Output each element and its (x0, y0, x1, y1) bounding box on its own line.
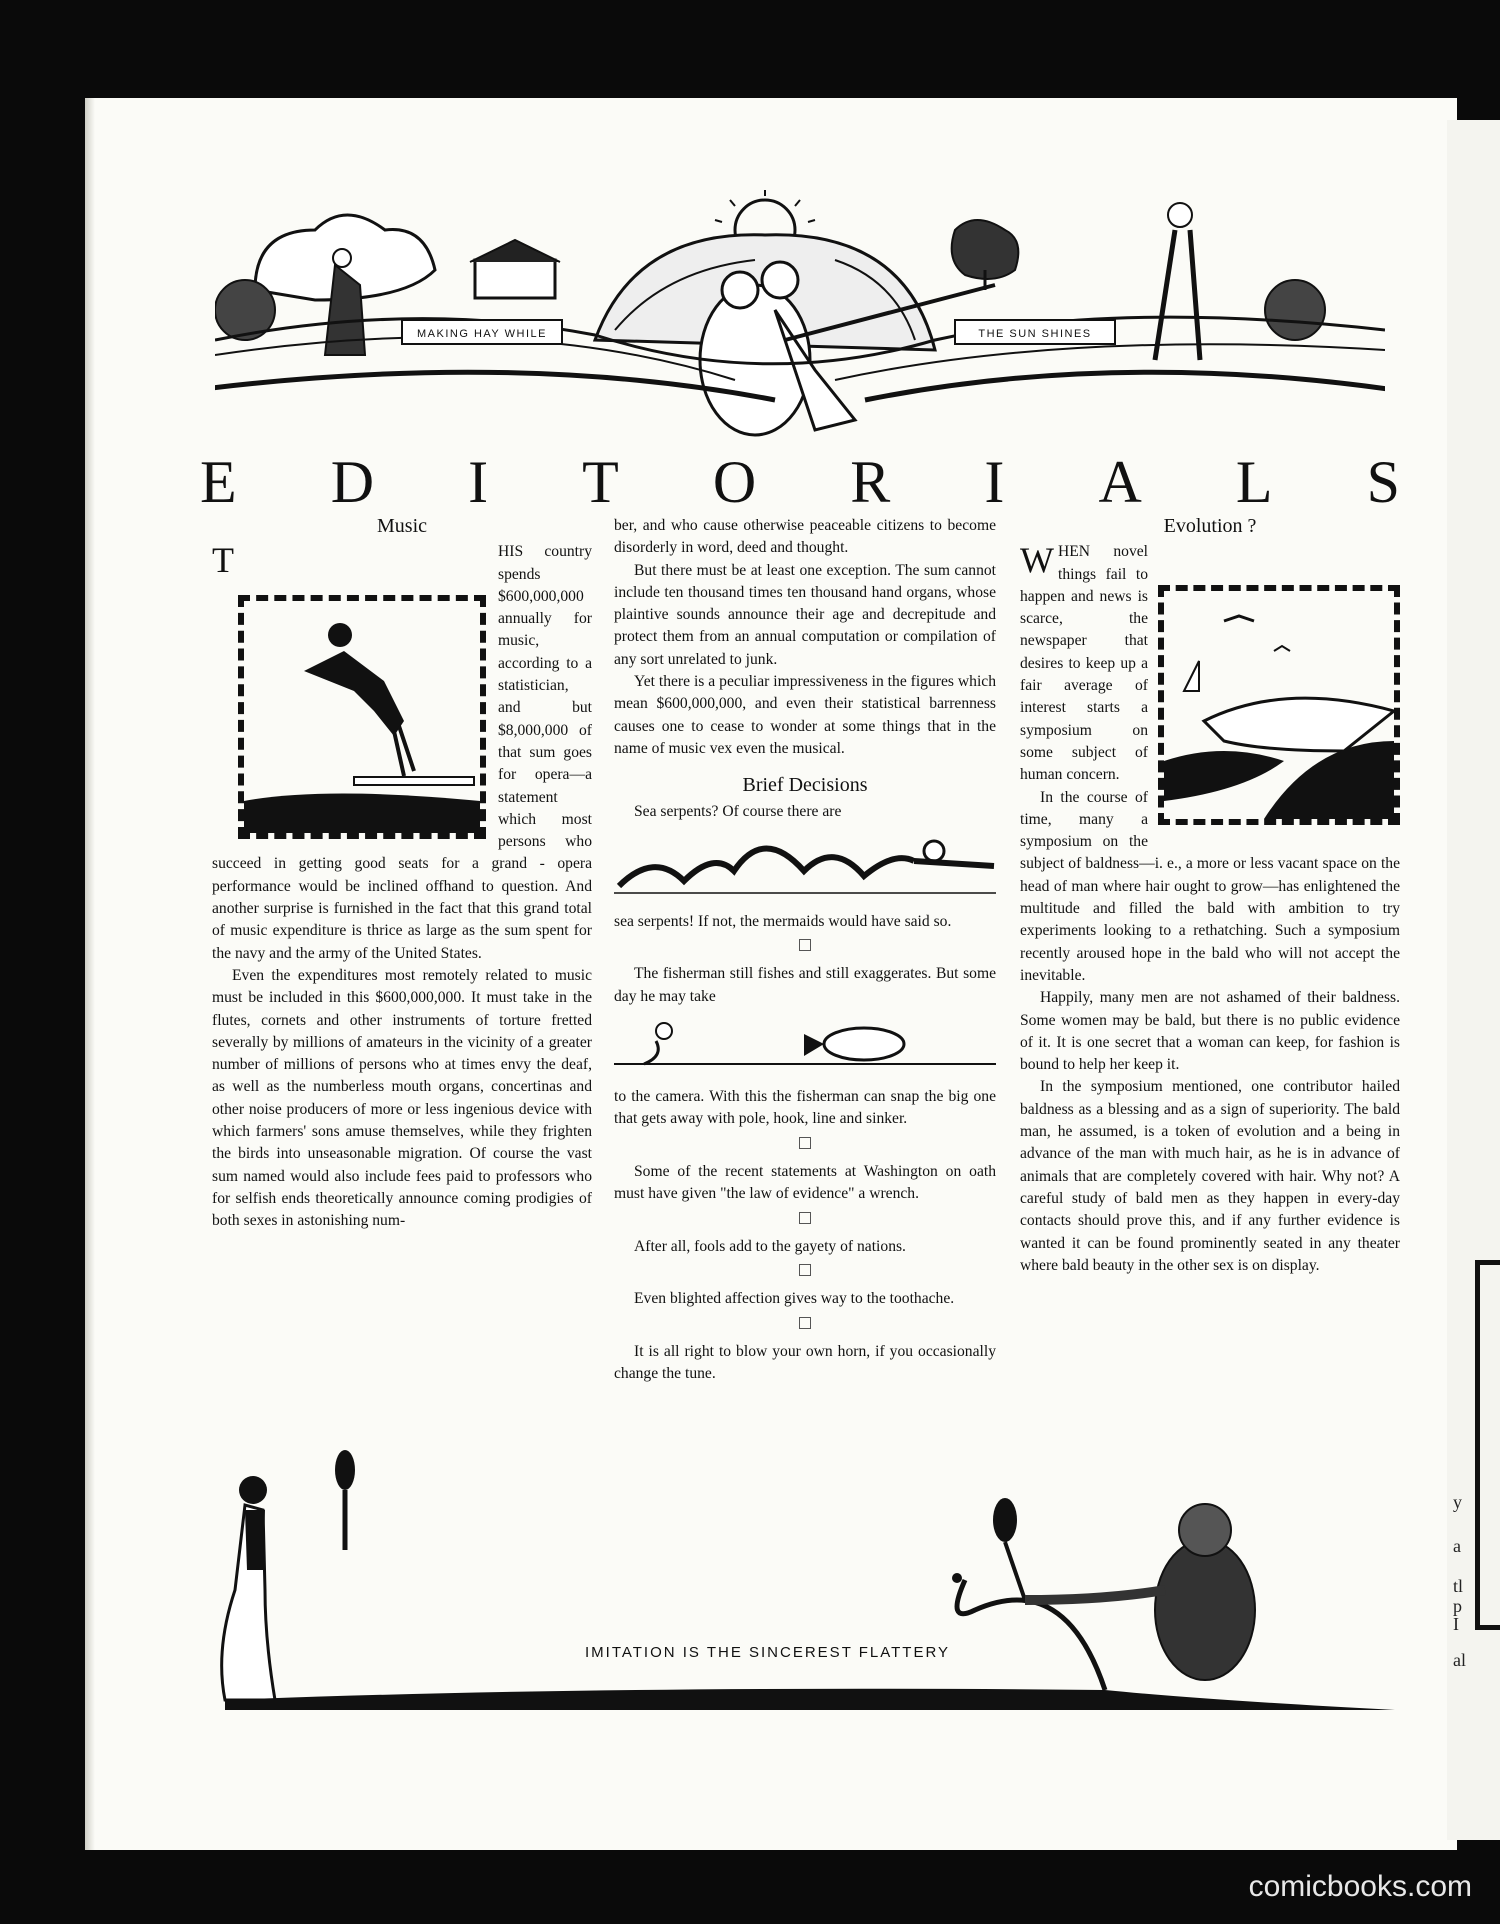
watermark: comicbooks.com (1248, 1870, 1472, 1903)
section-separator (614, 937, 996, 959)
banner-ribbon-right: THE SUN SHINES (978, 328, 1092, 340)
music-heading: Music (377, 515, 427, 537)
masthead-letter: I (984, 449, 1005, 515)
sailboat-illustration-frame (1158, 585, 1400, 825)
evolution-drop-cap: W (1020, 540, 1054, 581)
diver-illustration (244, 601, 480, 833)
facing-page-fragment: a (1453, 1536, 1461, 1556)
fisherman-fish-illustration (614, 1016, 996, 1076)
page-spine-shadow (85, 98, 95, 1850)
masthead-letter: E (200, 449, 237, 515)
music-paragraph-3: But there must be at least one exception. The sum cannot include ten thousand times ten thousand hand organs, whose plaintive sounds announce their age and decrepitude and protect them from an annual computation or compilation of any sort unrelated to junk. (614, 561, 996, 668)
brief-fisherman-a: The fisherman still fishes and still exaggerates. But some day he may take (614, 965, 996, 1005)
brief-washington: Some of the recent statements at Washington on oath must have given "the law of evidence" a wrench. (614, 1162, 996, 1203)
music-paragraph-4: Yet there is a peculiar impressiveness in the figures which mean $600,000,000, and even their statistical barrenness causes one to cease to wonder at some things that in the name of music vex even the musical. (614, 673, 996, 757)
section-separator (614, 1262, 996, 1284)
section-separator (614, 1210, 996, 1232)
section-separator (614, 1315, 996, 1337)
music-drop-cap: T (212, 540, 234, 581)
middle-column (614, 515, 996, 1386)
evolution-paragraph-1: HEN novel things fail to happen and news is scarce, the newspaper that desires to keep up a fair average of interest starts a symposium on some subject of human concern. (1020, 543, 1148, 784)
imitation-flattery-illustration (205, 1450, 1395, 1710)
bottom-caption: IMITATION IS THE SINCEREST FLATTERY (585, 1644, 951, 1661)
facing-page-fragment: p (1453, 1596, 1462, 1616)
evolution-paragraph-2: In the course of time, many a symposium on the subject of baldness—i. e., a more or less vacant space on the head of man where hair ought to grow—has enlightened the multitude and filled the bald with ambition to try experiments looking to a rethatching. Such a symposium recently aroused hope in the bald who will not accept the inevitable. (1020, 788, 1400, 984)
masthead-letter: R (850, 449, 891, 515)
hay-banner-illustration (215, 190, 1385, 455)
evolution-heading: Evolution ? (1163, 515, 1257, 537)
sailboat-illustration (1164, 591, 1394, 819)
brief-toothache: Even blighted affection gives way to the toothache. (634, 1290, 955, 1308)
brief-sea-serpents-b: sea serpents! If not, the mermaids would have said so. (614, 912, 952, 930)
masthead-letter: L (1235, 449, 1273, 515)
banner-ribbon-left: MAKING HAY WHILE (417, 328, 547, 340)
brief-fools: After all, fools add to the gayety of nations. (634, 1237, 906, 1255)
section-separator (614, 1135, 996, 1157)
masthead-letter: D (330, 449, 375, 515)
masthead-letter: I (468, 449, 489, 515)
masthead-letter: T (582, 449, 619, 515)
facing-page-edge (1447, 120, 1500, 1840)
facing-page-fragment: y (1453, 1492, 1462, 1512)
sea-serpent-illustration (614, 831, 996, 901)
music-paragraph-1: HIS country spends $600,000,000 annually for music, according to a statistician, and but $8,000,000 of that sum goes for opera—a statement which most persons who succeed in getting good seats for a grand - opera performance would be inclined offhand to question. And another surprise is furnished in the fact that this grand total of music expenditure is thrice as large as the sum spent for the navy and the army of the United States. (212, 543, 592, 962)
facing-page-fragment: al (1453, 1650, 1466, 1670)
music-paragraph-2: Even the expenditures most remotely related to music must be included in this $600,000,000. It must take in the flutes, cornets and other instruments of torture fretted severally by millions of amateurs in the vicinity of a greater number of millions of persons who at times envy the deaf, as well as the numberless mouth organs, concertinas and other noise producers of more or less ingenious device with which farmers' sons amuse themselves, while they frighten the birds into unseasonable migration. Of course the vast sum named would also include fees paid to professors who for selfish ends theoretically announce coming prodigies of both sexes in astonishing num- (212, 966, 592, 1230)
facing-page-box-border (1475, 1260, 1500, 1630)
masthead-letter: A (1098, 449, 1142, 515)
evolution-column (1020, 515, 1400, 1277)
editorials-masthead (200, 448, 1400, 517)
evolution-paragraph-4: In the symposium mentioned, one contributor hailed baldness as a blessing and as a sign of superiority. The bald man, he assumed, is a token of evolution and a being in advance of the man with much hair, as he is in advance of animals that are completely covered with hair. Why not? A careful study of bald men as they happen in every-day contacts should prove this, and if any further evidence is wanted it can be found prominently seated in any theater where bald beauty in the other sex is on display. (1020, 1078, 1400, 1274)
diver-illustration-frame (238, 595, 486, 839)
masthead-letter: S (1366, 449, 1400, 515)
brief-decisions-heading: Brief Decisions (742, 774, 868, 797)
evolution-paragraph-3: Happily, many men are not ashamed of their baldness. Some women may be bald, but there is no public evidence of it. It is one secret that a woman can keep, for fashion is bound to help her keep it. (1020, 989, 1400, 1074)
facing-page-fragment: I (1453, 1614, 1459, 1634)
masthead-letter: O (712, 449, 757, 515)
facing-page-fragment: tl (1453, 1576, 1464, 1596)
music-column (212, 515, 592, 1233)
brief-horn: It is all right to blow your own horn, if you occasionally change the tune. (614, 1343, 996, 1383)
music-continuation: ber, and who cause otherwise peaceable citizens to become disorderly in word, deed and thought. (614, 517, 996, 557)
brief-sea-serpents-a: Sea serpents? Of course there are (634, 802, 842, 820)
brief-fisherman-b: to the camera. With this the fisherman can snap the big one that gets away with pole, hook, line and sinker. (614, 1088, 996, 1128)
